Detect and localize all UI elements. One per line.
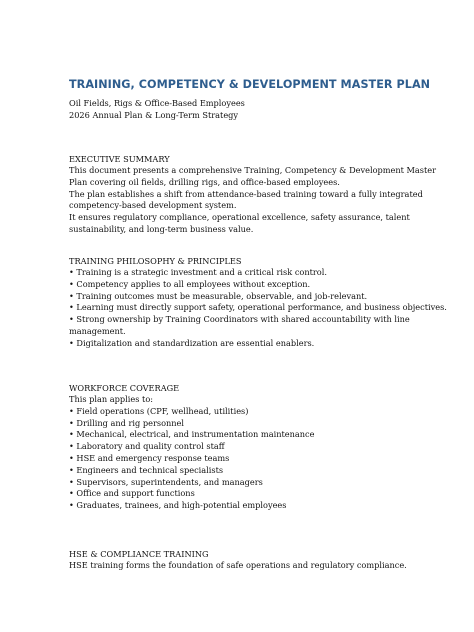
- paragraph-line: Plan covering oil fields, drilling rigs, and office-based employees.: [69, 176, 340, 187]
- bullet-item: • HSE and emergency response teams: [69, 452, 230, 463]
- section-heading: TRAINING PHILOSOPHY & PRINCIPLES: [69, 256, 242, 266]
- bullet-item: • Graduates, trainees, and high-potential employees: [69, 500, 287, 511]
- section-hse-compliance: [69, 548, 429, 572]
- bullet-item: • Training is a strategic investment and a critical risk control.: [69, 267, 327, 277]
- section-heading: EXECUTIVE SUMMARY: [69, 154, 170, 164]
- subtitle-line-1: Oil Fields, Rigs & Office-Based Employees: [69, 98, 245, 108]
- bullet-item: • Strong ownership by Training Coordinators with shared accountability with line: [69, 314, 410, 325]
- bullet-item: • Mechanical, electrical, and instrumentation maintenance: [69, 429, 315, 440]
- bullet-item: • Training outcomes must be measurable, observable, and job-relevant.: [69, 290, 368, 301]
- bullet-item: • Supervisors, superintendents, and managers: [69, 476, 263, 487]
- subtitle-line-2: 2026 Annual Plan & Long-Term Strategy: [69, 110, 239, 120]
- paragraph-line: HSE training forms the foundation of safe operations and regulatory compliance.: [69, 560, 407, 570]
- paragraph-line: It ensures regulatory compliance, operational excellence, safety assurance, talent: [69, 212, 410, 223]
- bullet-item: • Drilling and rig personnel: [69, 417, 185, 428]
- paragraph-line: competency-based development system.: [69, 200, 237, 211]
- paragraph-line: This document presents a comprehensive Training, Competency & Development Master: [69, 165, 437, 175]
- bullet-item-continuation: management.: [69, 325, 126, 336]
- bullet-item: • Competency applies to all employees without exception.: [69, 278, 311, 289]
- bullet-item: • Office and support functions: [69, 488, 195, 499]
- section-training-philosophy: [69, 255, 447, 350]
- paragraph-line: The plan establishes a shift from attendance-based training toward a fully integrated: [69, 188, 423, 199]
- document-title: TRAINING, COMPETENCY & DEVELOPMENT MASTER PLAN: [69, 78, 431, 91]
- section-heading: WORKFORCE COVERAGE: [69, 383, 180, 393]
- section-heading: HSE & COMPLIANCE TRAINING: [69, 549, 209, 559]
- bullet-item: • Learning must directly support safety, operational performance, and business objectives.: [69, 302, 447, 313]
- paragraph-line: This plan applies to:: [69, 394, 154, 404]
- bullet-item: • Digitalization and standardization are essential enablers.: [69, 337, 315, 348]
- section-executive-summary: [69, 153, 437, 236]
- paragraph-line: sustainability, and long-term business value.: [69, 223, 254, 234]
- section-workforce-coverage: [69, 382, 429, 512]
- bullet-item: • Laboratory and quality control staff: [69, 441, 225, 452]
- bullet-item: • Engineers and technical specialists: [69, 464, 224, 475]
- document-content: [69, 78, 447, 570]
- bullet-item: • Field operations (CPF, wellhead, utilities): [69, 405, 249, 416]
